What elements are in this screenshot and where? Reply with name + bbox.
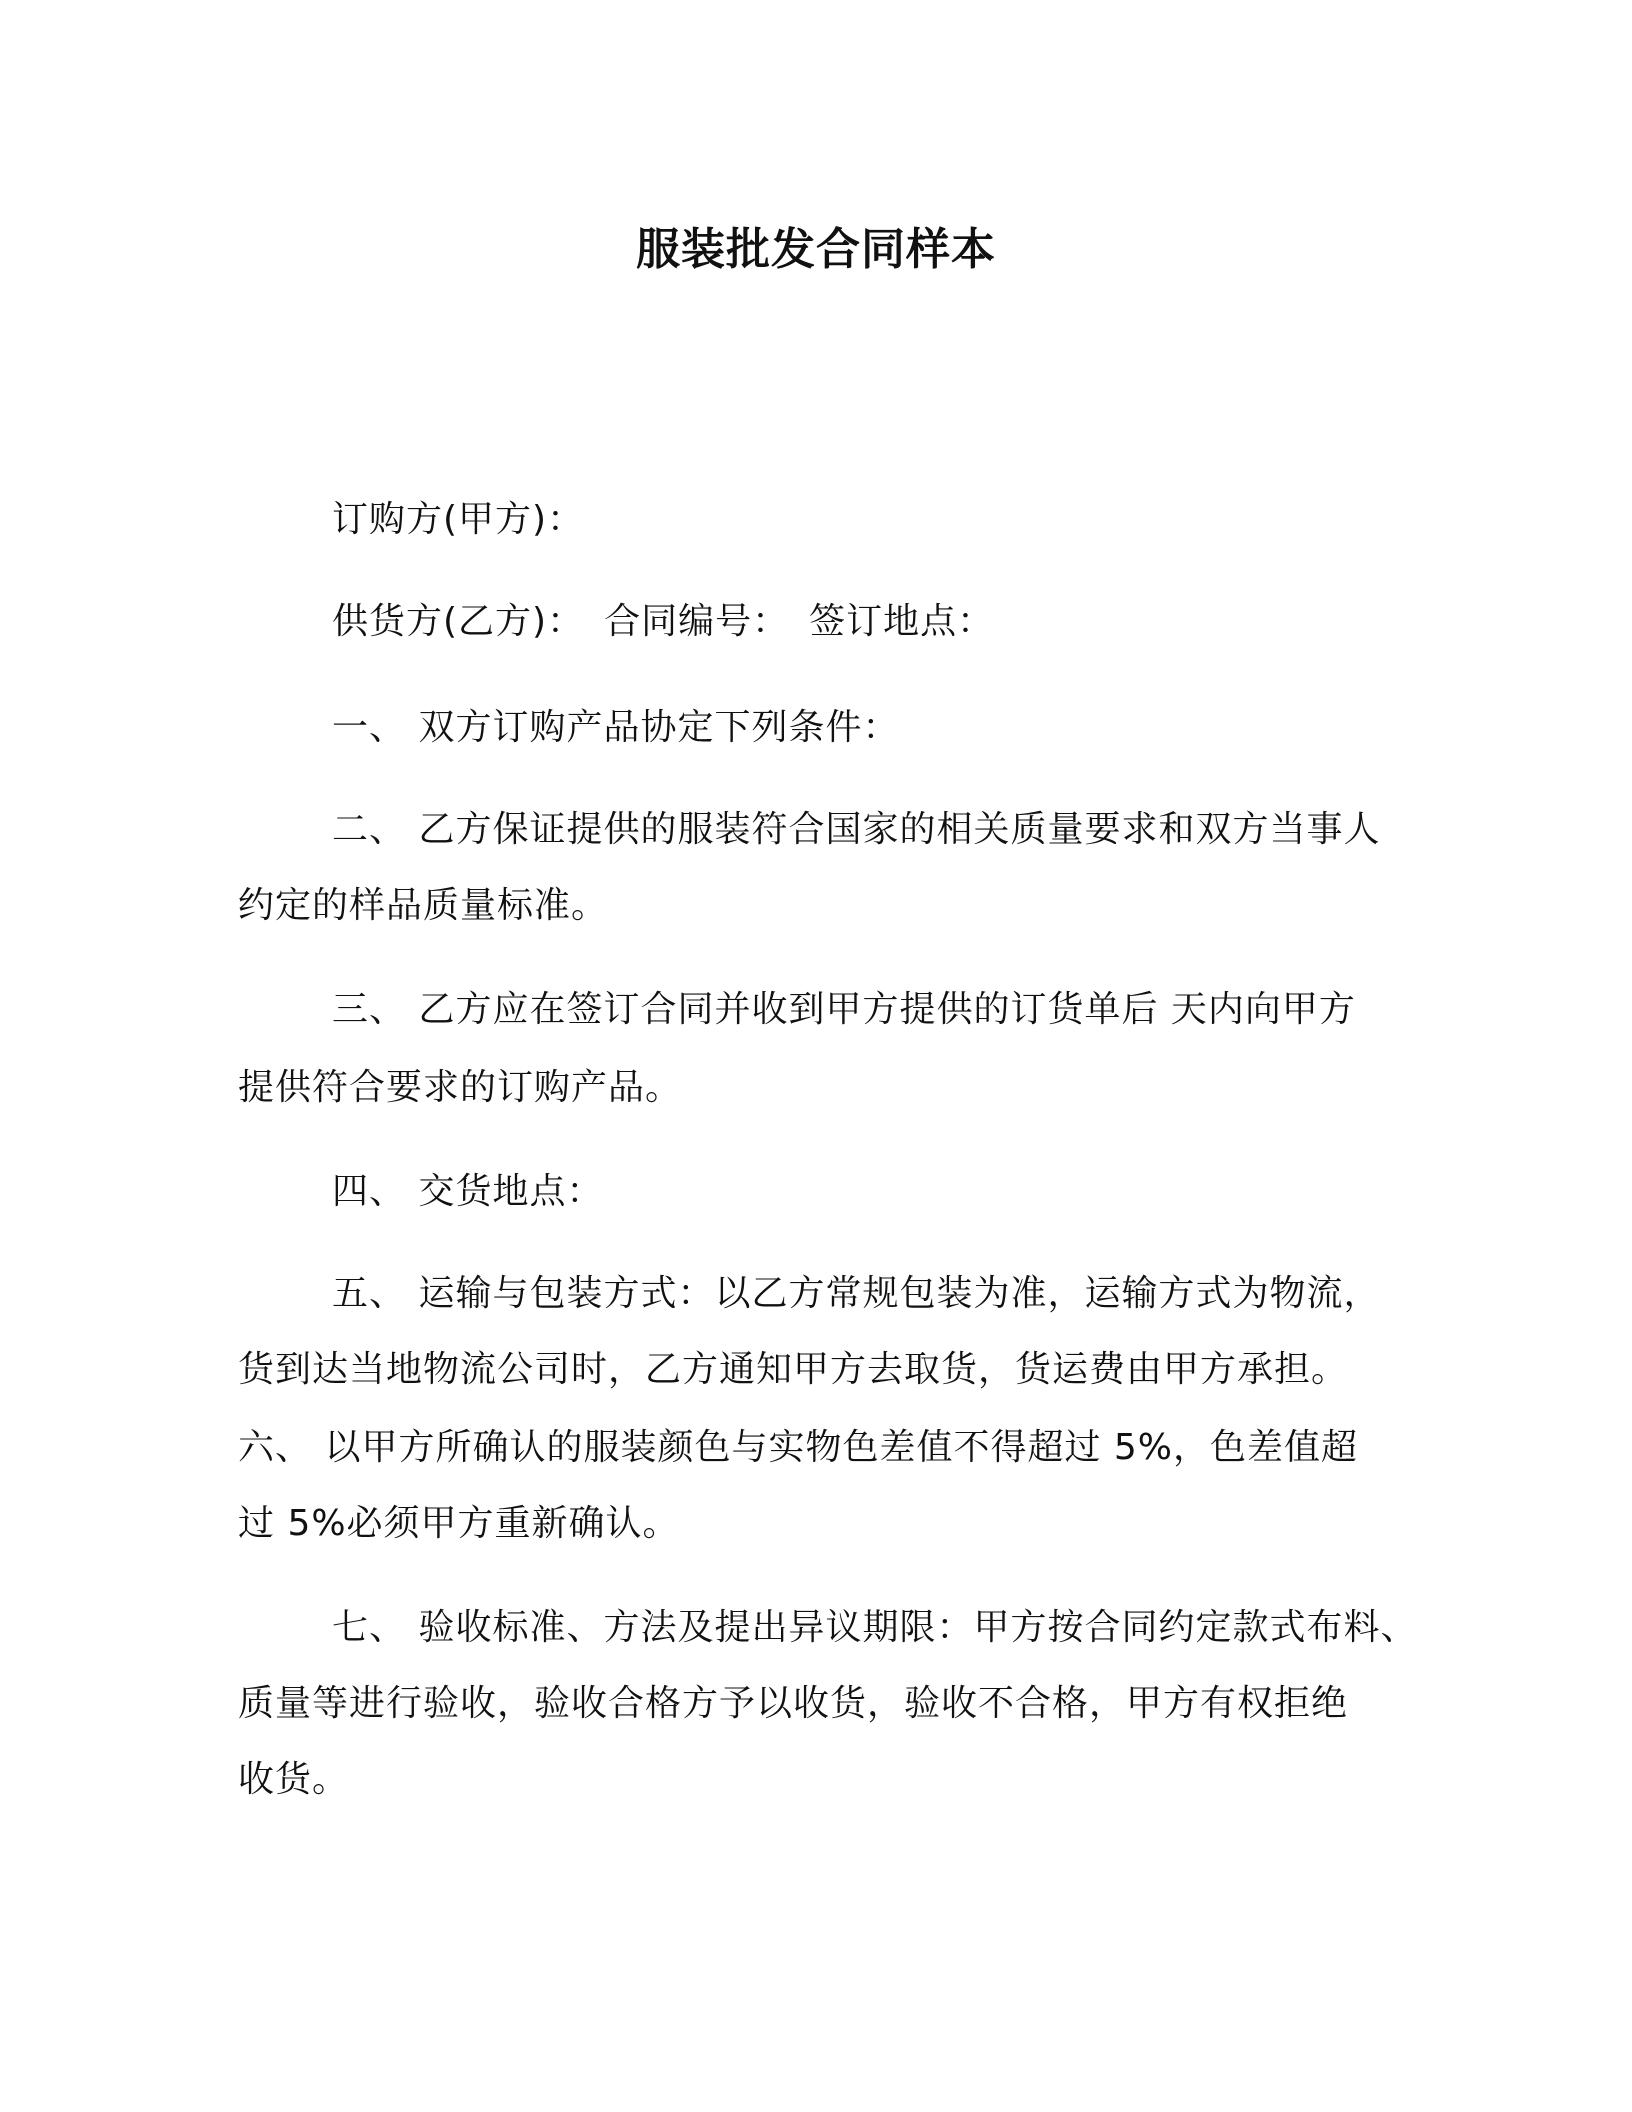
clause-1: 一、 双方订购产品协定下列条件： (332, 707, 900, 748)
clause-6-line-2: 过 5%必须甲方重新确认。 (238, 1503, 680, 1544)
clause-3-line-1: 三、 乙方应在签订合同并收到甲方提供的订货单后 天内向甲方 (332, 989, 1356, 1030)
clause-2-line-1: 二、 乙方保证提供的服装符合国家的相关质量要求和双方当事人 (332, 809, 1381, 850)
clause-7-line-2: 质量等进行验收，验收合格方予以收货，验收不合格，甲方有权拒绝 (238, 1683, 1349, 1724)
clause-7-line-3: 收货。 (238, 1759, 350, 1800)
supplier-line (332, 598, 994, 646)
clause-5-line-1: 五、 运输与包装方式：以乙方常规包装为准，运输方式为物流， (332, 1273, 1381, 1314)
sign-place-label: 签订地点： (809, 601, 995, 642)
clause-7-line-1: 七、 验收标准、方法及提出异议期限：甲方按合同约定款式布料、 (332, 1607, 1418, 1648)
clause-6-line-1: 六、 以甲方所确认的服装颜色与实物色差值不得超过 5%，色差值超 (238, 1427, 1358, 1468)
buyer-label: 订购方(甲方)： (332, 499, 585, 540)
clause-3-line-2: 提供符合要求的订购产品。 (238, 1067, 683, 1108)
clause-4: 四、 交货地点： (332, 1171, 604, 1212)
supplier-label: 供货方(乙方)： (332, 601, 585, 642)
clause-2-line-2: 约定的样品质量标准。 (238, 885, 609, 926)
contract-no-label: 合同编号： (604, 601, 790, 642)
buyer-line (332, 496, 584, 544)
document-title: 服装批发合同样本 (636, 224, 996, 275)
clause-5-line-2: 货到达当地物流公司时，乙方通知甲方去取货，货运费由甲方承担。 (238, 1349, 1349, 1390)
